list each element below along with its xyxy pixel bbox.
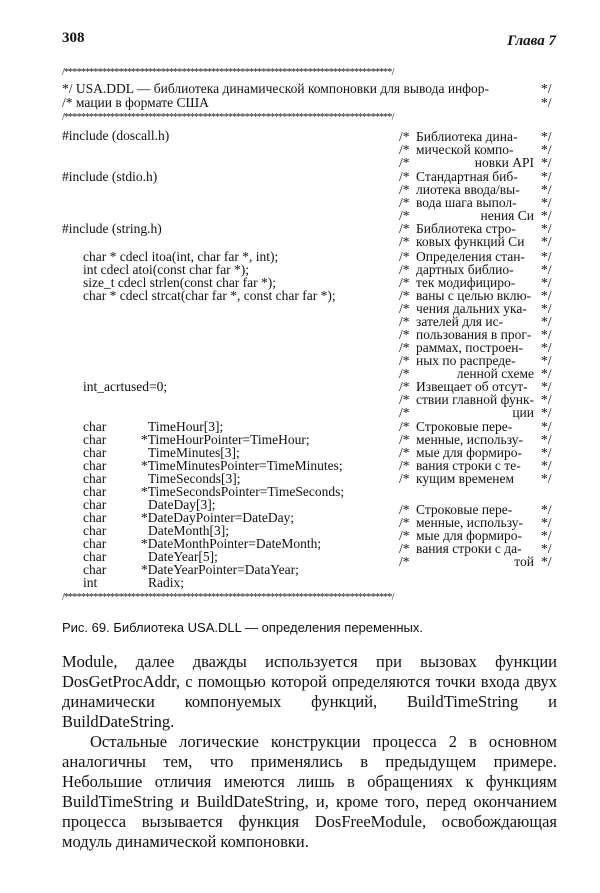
comment-close: */ xyxy=(541,471,552,486)
comment-open: /* xyxy=(399,249,410,264)
var-decl: Radix; xyxy=(148,575,184,590)
comment-open: /* xyxy=(399,129,410,144)
comment-text: лиотека ввода/вы- xyxy=(416,182,520,197)
comment-open: /* xyxy=(399,275,410,290)
comment-open: /* xyxy=(399,554,410,569)
var-decl: *TimeHourPointer=TimeHour; xyxy=(141,432,310,447)
var-type: char xyxy=(83,484,107,499)
var-type: char xyxy=(83,419,107,434)
var-type: char xyxy=(83,549,107,564)
comment-text: нения Си xyxy=(480,208,534,223)
comment-text: зателей для ис- xyxy=(416,314,504,329)
comment-close: */ xyxy=(541,275,552,290)
comment-text: ных по распреде- xyxy=(416,353,516,368)
comment-open: /* xyxy=(399,379,410,394)
comment-open: /* xyxy=(399,458,410,473)
comment-close: */ xyxy=(541,458,552,473)
comment-close: */ xyxy=(541,301,552,316)
comment-close: */ xyxy=(541,353,552,368)
var-type: int xyxy=(83,575,98,590)
comment-open: /* xyxy=(399,262,410,277)
comment-text: Извещает об отсут- xyxy=(416,379,528,394)
comment-text: пользования в прог- xyxy=(416,327,532,342)
page-number: 308 xyxy=(62,30,85,46)
var-type: char xyxy=(83,536,107,551)
code-include-stdio: #include (stdio.h) xyxy=(62,169,158,184)
comment-open: /* xyxy=(399,195,410,210)
comment-open: /* xyxy=(399,432,410,447)
comment-open: /* xyxy=(399,405,410,420)
comment-rule-bottom: /******************************************************************************/ xyxy=(62,592,394,603)
comment-text: ковых функций Си xyxy=(416,234,525,249)
comment-close: */ xyxy=(541,528,552,543)
comment-close: */ xyxy=(541,262,552,277)
title-comment-line1-end: */ xyxy=(541,81,552,96)
comment-close: */ xyxy=(541,392,552,407)
comment-text: новки API xyxy=(474,155,534,170)
title-comment-line1: */ USA.DDL — библиотека динамической компоновки для вывода инфор- xyxy=(62,81,490,96)
comment-text: чения дальних ука- xyxy=(416,301,527,316)
comment-open: /* xyxy=(399,392,410,407)
comment-text: вода шага выпол- xyxy=(416,195,517,210)
comment-close: */ xyxy=(541,182,552,197)
body-text xyxy=(62,652,557,852)
comment-close: */ xyxy=(541,129,552,144)
var-decl: DateDay[3]; xyxy=(148,497,216,512)
code-proto-strlen: size_t cdecl strlen(const char far *); xyxy=(83,275,277,290)
comment-text: мые для формиро- xyxy=(416,528,522,543)
comment-text: ствии главной функ- xyxy=(416,392,535,407)
comment-text: мые для формиро- xyxy=(416,445,522,460)
var-decl: DateYear[5]; xyxy=(148,549,218,564)
var-type: char xyxy=(83,562,107,577)
comment-text: раммах, построен- xyxy=(416,340,523,355)
comment-open: /* xyxy=(399,502,410,517)
var-type: char xyxy=(83,458,107,473)
var-decl: TimeHour[3]; xyxy=(148,419,224,434)
var-type: char xyxy=(83,523,107,538)
comment-open: /* xyxy=(399,169,410,184)
comment-text: дартных библио- xyxy=(416,262,514,277)
code-include-string: #include (string.h) xyxy=(62,221,162,236)
var-type: char xyxy=(83,510,107,525)
comment-open: /* xyxy=(399,301,410,316)
comment-open: /* xyxy=(399,419,410,434)
comment-close: */ xyxy=(541,142,552,157)
comment-text: тек модифициро- xyxy=(416,275,516,290)
comment-open: /* xyxy=(399,541,410,556)
var-decl: *DateYearPointer=DataYear; xyxy=(141,562,299,577)
comment-text: Строковые пере- xyxy=(416,419,513,434)
comment-text: менные, использу- xyxy=(416,515,523,530)
figure-caption: Рис. 69. Библиотека USA.DLL — определения переменных. xyxy=(62,620,424,635)
comment-close: */ xyxy=(541,288,552,303)
comment-close: */ xyxy=(541,208,552,223)
var-decl: *DateMonthPointer=DateMonth; xyxy=(141,536,322,551)
comment-close: */ xyxy=(541,169,552,184)
comment-text: ленной схеме xyxy=(456,366,534,381)
comment-close: */ xyxy=(541,445,552,460)
comment-open: /* xyxy=(399,182,410,197)
code-include-doscall: #include (doscall.h) xyxy=(62,128,170,143)
comment-text: Стандартная биб- xyxy=(416,169,518,184)
var-type: char xyxy=(83,432,107,447)
comment-text: менные, использу- xyxy=(416,432,523,447)
comment-close: */ xyxy=(541,554,552,569)
comment-text: Строковые пере- xyxy=(416,502,513,517)
comment-open: /* xyxy=(399,515,410,530)
comment-text: вания строки с те- xyxy=(416,458,521,473)
comment-close: */ xyxy=(541,249,552,264)
comment-open: /* xyxy=(399,353,410,368)
comment-text: ции xyxy=(512,405,534,420)
comment-open: /* xyxy=(399,155,410,170)
title-comment-line2-end: */ xyxy=(541,95,552,110)
comment-open: /* xyxy=(399,288,410,303)
comment-open: /* xyxy=(399,528,410,543)
comment-open: /* xyxy=(399,314,410,329)
var-decl: *TimeSecondsPointer=TimeSeconds; xyxy=(141,484,345,499)
title-comment-line2: /* мации в формате США xyxy=(62,95,209,110)
comment-text: той xyxy=(514,554,534,569)
var-decl: *DateDayPointer=DateDay; xyxy=(141,510,295,525)
comment-open: /* xyxy=(399,208,410,223)
comment-text: Библиотека стро- xyxy=(416,221,516,236)
code-proto-atoi: int cdecl atoi(const char far *); xyxy=(83,262,250,277)
paragraph: Module, далее дважды используется при вызовах функции DosGetProcAddr, с помощью которой определяются точки входа двух динамически компонуемых функций, BuildTimeString и BuildDateString. xyxy=(62,652,557,731)
comment-open: /* xyxy=(399,445,410,460)
comment-close: */ xyxy=(541,195,552,210)
code-acrtused: int_acrtused=0; xyxy=(83,379,168,394)
var-type: char xyxy=(83,497,107,512)
comment-close: */ xyxy=(541,234,552,249)
comment-text: мической компо- xyxy=(416,142,514,157)
var-decl: TimeMinutes[3]; xyxy=(148,445,240,460)
comment-close: */ xyxy=(541,314,552,329)
var-decl: DateMonth[3]; xyxy=(148,523,229,538)
comment-close: */ xyxy=(541,221,552,236)
paragraph: Остальные логические конструкции процесса 2 в основном аналогичны тем, что применялись в предыдущем примере. Небольшие отличия имеются лишь в обращениях к функциям BuildTimeString и BuildDateString, и, кроме того, перед окончанием процесса вызывается функция DosFreeModule, освобождающая модуль динамической компоновки. xyxy=(62,732,557,851)
comment-open: /* xyxy=(399,221,410,236)
comment-text: вания строки с да- xyxy=(416,541,522,556)
comment-close: */ xyxy=(541,432,552,447)
comment-open: /* xyxy=(399,340,410,355)
comment-close: */ xyxy=(541,155,552,170)
comment-text: Библиотека дина- xyxy=(416,129,518,144)
comment-open: /* xyxy=(399,327,410,342)
var-type: char xyxy=(83,445,107,460)
code-proto-itoa: char * cdecl itoa(int, char far *, int); xyxy=(83,249,279,264)
comment-text: ваны с целью вклю- xyxy=(416,288,532,303)
comment-open: /* xyxy=(399,471,410,486)
comment-close: */ xyxy=(541,419,552,434)
chapter-title: Глава 7 xyxy=(507,33,556,49)
comment-text: Определения стан- xyxy=(416,249,525,264)
comment-open: /* xyxy=(399,234,410,249)
comment-close: */ xyxy=(541,502,552,517)
comment-close: */ xyxy=(541,515,552,530)
comment-close: */ xyxy=(541,541,552,556)
comment-rule-mid: /******************************************************************************/ xyxy=(62,112,394,123)
comment-rule-top: /******************************************************************************/ xyxy=(62,67,394,78)
var-decl: *TimeMinutesPointer=TimeMinutes; xyxy=(141,458,343,473)
comment-open: /* xyxy=(399,142,410,157)
comment-close: */ xyxy=(541,340,552,355)
comment-close: */ xyxy=(541,379,552,394)
comment-close: */ xyxy=(541,366,552,381)
comment-close: */ xyxy=(541,327,552,342)
var-type: char xyxy=(83,471,107,486)
code-proto-strcat: char * cdecl strcat(char far *, const char far *); xyxy=(83,288,336,303)
comment-open: /* xyxy=(399,366,410,381)
var-decl: TimeSeconds[3]; xyxy=(148,471,241,486)
comment-close: */ xyxy=(541,405,552,420)
comment-text: кущим временем xyxy=(416,471,515,486)
